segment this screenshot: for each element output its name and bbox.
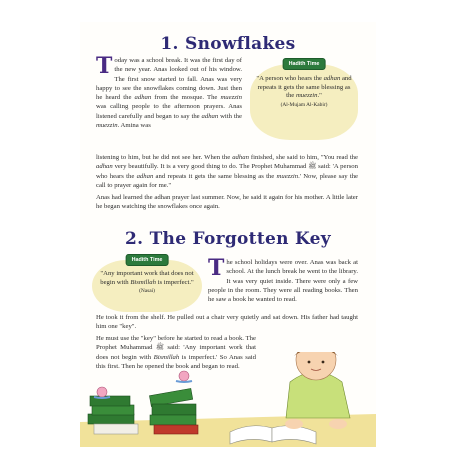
book-stack-middle bbox=[149, 388, 198, 434]
section-title-snowflakes: 1. Snowflakes bbox=[160, 34, 296, 54]
story-paragraph: Anas had learned the adhan prayer last summer. Now, he said it again for his mother. A little later he began watching the snowflakes once again. bbox=[96, 194, 358, 211]
drop-cap: T bbox=[208, 255, 225, 281]
story-paragraph-continued: listening to him, but he did not see her. When the adhan finished, she said to him, "You read the adhan very beautifully. It is a very good thing to do. The Prophet Muhammad ﷺ said: 'A person who hears the adhan and repeats it gets the same blessing as the muezzin.' Now, please say the call to prayer again for me." bbox=[96, 154, 359, 189]
book-page bbox=[80, 22, 376, 447]
story-paragraph: He must use the "key" before he started to read a book. The Prophet Muhammad ﷺ said: 'Any important work that does not begin with Bismillah is imperfect.' So Anas said this first. Then he opened the book and began to read. bbox=[96, 335, 256, 370]
hadith-box-bismillah bbox=[92, 257, 202, 312]
hadith-quote: "Any important work that does not begin with Bismillah is imperfect." bbox=[100, 270, 194, 286]
boy-reading-illustration bbox=[285, 352, 350, 429]
hadith-time-badge: Hadith Time bbox=[283, 58, 326, 70]
hadith-box-adhan bbox=[250, 61, 358, 140]
snail-icon bbox=[176, 371, 192, 382]
story-paragraph-snowflakes: Today was a school break. It was the first day of the new year. Anas looked out of his window. The first snow started to fall. Anas was very happy to see the snowflakes coming down. Just then he heard the adhan from the mosque. The muezzin was calling people to the afternoon prayers. Anas listened carefully and began to say the adhan with the muezzin. Amina was bbox=[96, 53, 243, 130]
hadith-time-badge: Hadith Time bbox=[126, 254, 169, 266]
section-title-forgotten-key: 2. The Forgotten Key bbox=[125, 229, 331, 249]
story-paragraph-continued: He took it from the shelf. He pulled out a chair very quietly and sat down. His father had taught him one "key". bbox=[96, 314, 358, 331]
book-stack-left bbox=[88, 396, 138, 434]
library-illustration bbox=[80, 352, 376, 447]
hadith-source: (Al-Mujam Al-Kabir) bbox=[280, 101, 328, 108]
hadith-quote: "A person who hears the adhan and repeats it gets the same blessing as the muezzin." bbox=[256, 75, 352, 99]
story-paragraph-forgotten-key: The school holidays were over. Anas was back at school. At the lunch break he went to the library. It was very quiet inside. There were only a few people in the room. They were all reading books. Then he saw a book he wanted to read. bbox=[208, 255, 358, 304]
hadith-source: (Nasai) bbox=[139, 288, 155, 294]
drop-cap: T bbox=[96, 53, 113, 79]
